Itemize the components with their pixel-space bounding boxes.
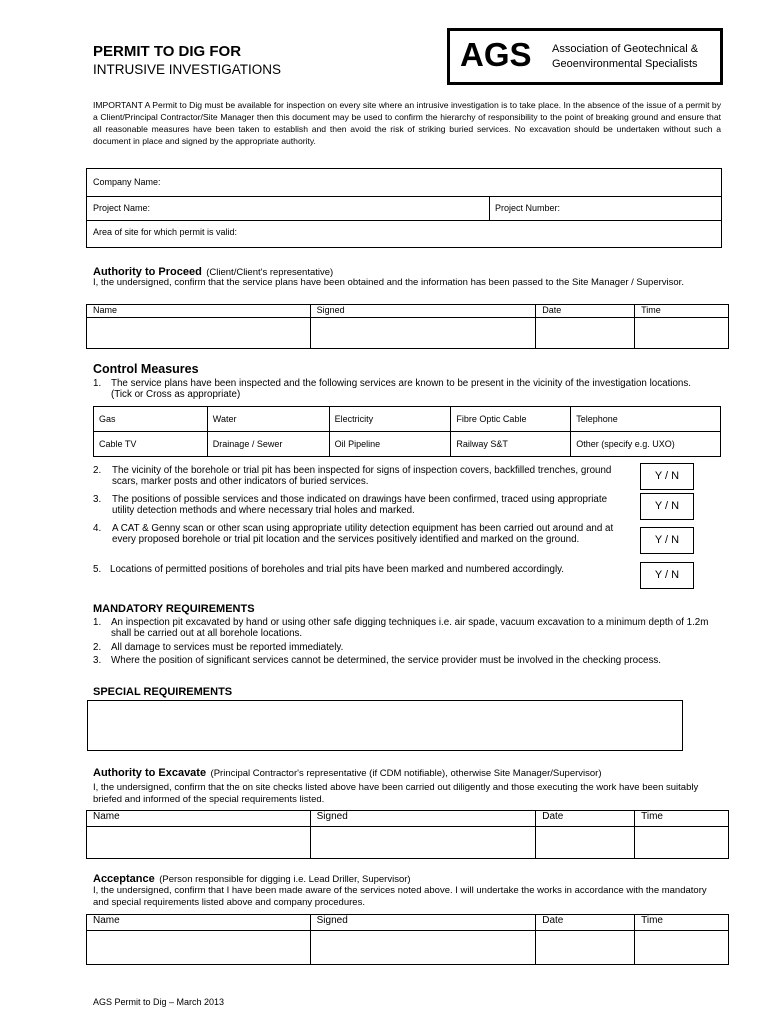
acceptance-table <box>86 914 729 965</box>
important-notice: IMPORTANT A Permit to Dig must be available for inspection on every site where an intrusive investigation is to take place. In the absence of the issue of a permit by a Client/Principal Contractor/Site Manager then this document may be used to confirm the hierarchy of responsibility to the point of breaking ground and ensure that all reasonable measures have been taken to establish and then avoid the risk of striking buried services. No excavation should be undertaken without such a document in place and signed by the appropriate authority. <box>93 100 721 146</box>
control-item-4: A CAT & Genny scan or other scan using appropriate utility detection equipment has been carried out around and at every proposed borehole or trial pit location and the services positively identified and marked on the ground. <box>112 523 614 545</box>
col-name: Name <box>87 811 311 827</box>
service-electricity[interactable]: Electricity <box>329 407 451 432</box>
logo-line1: Association of Geotechnical & <box>552 43 699 55</box>
col-signed: Signed <box>310 915 536 931</box>
service-other[interactable]: Other (specify e.g. UXO) <box>571 432 721 457</box>
col-signed: Signed <box>310 305 536 318</box>
signed-field[interactable] <box>310 827 536 859</box>
project-number-label: Project Number: <box>495 203 561 213</box>
authority-excavate-heading: Authority to Excavate (Principal Contractor's representative (if CDM notifiable), otherwise Site Manager/Supervisor) <box>93 767 602 779</box>
yn-box-5[interactable]: Y / N <box>640 562 694 589</box>
service-railway[interactable]: Railway S&T <box>451 432 571 457</box>
yn-box-4[interactable]: Y / N <box>640 527 694 554</box>
logo-line2: Geoenvironmental Specialists <box>552 58 698 70</box>
col-name: Name <box>87 915 311 931</box>
authority-proceed-heading: Authority to Proceed (Client/Client's representative) <box>93 266 334 278</box>
service-oil-pipeline[interactable]: Oil Pipeline <box>329 432 451 457</box>
time-field[interactable] <box>635 931 729 965</box>
signed-field[interactable] <box>310 931 536 965</box>
item-number: 1. <box>93 378 102 389</box>
acceptance-text: I, the undersigned, confirm that I have been made aware of the services noted above. I will undertake the works in accordance with the mandatory and special requirements listed above and company procedures. <box>93 885 707 908</box>
col-time: Time <box>635 811 729 827</box>
ags-logo <box>447 28 723 85</box>
page-subtitle: INTRUSIVE INVESTIGATIONS <box>93 62 282 77</box>
control-item-3: The positions of possible services and those indicated on drawings have been confirmed, traced using appropriate utility detection methods and where necessary trial holes and marked. <box>112 494 608 516</box>
service-cable-tv[interactable]: Cable TV <box>94 432 208 457</box>
logo-abbr: AGS <box>460 36 532 73</box>
col-date: Date <box>536 305 635 318</box>
company-name-label: Company Name: <box>93 177 161 187</box>
project-details-box <box>86 168 722 248</box>
service-fibre-optic[interactable]: Fibre Optic Cable <box>451 407 571 432</box>
mandatory-item-1: An inspection pit excavated by hand or using other safe digging techniques i.e. air spade, vacuum excavation to a minimum depth of 1.2m shall be carried out at all borehole locations. <box>111 617 709 639</box>
col-signed: Signed <box>310 811 536 827</box>
special-requirements-box[interactable] <box>87 700 683 751</box>
service-gas[interactable]: Gas <box>94 407 208 432</box>
control-measures-heading: Control Measures <box>93 362 199 376</box>
service-water[interactable]: Water <box>207 407 329 432</box>
yn-box-3[interactable]: Y / N <box>640 493 694 520</box>
date-field[interactable] <box>536 931 635 965</box>
col-date: Date <box>536 811 635 827</box>
mandatory-heading: MANDATORY REQUIREMENTS <box>93 603 255 615</box>
authority-excavate-table <box>86 810 729 859</box>
time-field[interactable] <box>635 827 729 859</box>
signed-field[interactable] <box>310 318 536 349</box>
col-date: Date <box>536 915 635 931</box>
control-item-1: The service plans have been inspected and the following services are known to be present in the vicinity of the investigation locations. (Tick or Cross as appropriate) <box>111 378 691 400</box>
service-drainage[interactable]: Drainage / Sewer <box>207 432 329 457</box>
authority-proceed-text: I, the undersigned, confirm that the service plans have been obtained and the information has been passed to the Site Manager / Supervisor. <box>93 277 684 288</box>
acceptance-heading: Acceptance (Person responsible for digging i.e. Lead Driller, Supervisor) <box>93 873 411 885</box>
col-name: Name <box>87 305 311 318</box>
services-table <box>93 406 721 457</box>
project-name-label: Project Name: <box>93 203 151 213</box>
site-area-label: Area of site for which permit is valid: <box>93 227 238 237</box>
time-field[interactable] <box>635 318 729 349</box>
col-time: Time <box>635 915 729 931</box>
yn-box-2[interactable]: Y / N <box>640 463 694 490</box>
mandatory-item-3: Where the position of significant services cannot be determined, the service provider must be involved in the checking process. <box>111 655 661 666</box>
col-time: Time <box>635 305 729 318</box>
date-field[interactable] <box>536 827 635 859</box>
date-field[interactable] <box>536 318 635 349</box>
service-telephone[interactable]: Telephone <box>571 407 721 432</box>
control-item-2: The vicinity of the borehole or trial pit has been inspected for signs of inspection covers, backfilled trenches, ground scars, marker posts and other indicators of buried services. <box>112 465 612 487</box>
name-field[interactable] <box>87 931 311 965</box>
authority-excavate-text: I, the undersigned, confirm that the on site checks listed above have been carried out diligently and those executing the work have been suitably briefed and informed of the special requirements listed. <box>93 782 699 805</box>
special-heading: SPECIAL REQUIREMENTS <box>93 686 233 698</box>
control-item-5: Locations of permitted positions of boreholes and trial pits have been marked and numbered accordingly. <box>110 564 565 575</box>
name-field[interactable] <box>87 827 311 859</box>
footer: AGS Permit to Dig – March 2013 <box>93 997 225 1007</box>
name-field[interactable] <box>87 318 311 349</box>
page-title: PERMIT TO DIG FOR <box>93 43 242 60</box>
authority-proceed-table <box>86 304 729 349</box>
mandatory-item-2: All damage to services must be reported immediately. <box>111 642 344 653</box>
